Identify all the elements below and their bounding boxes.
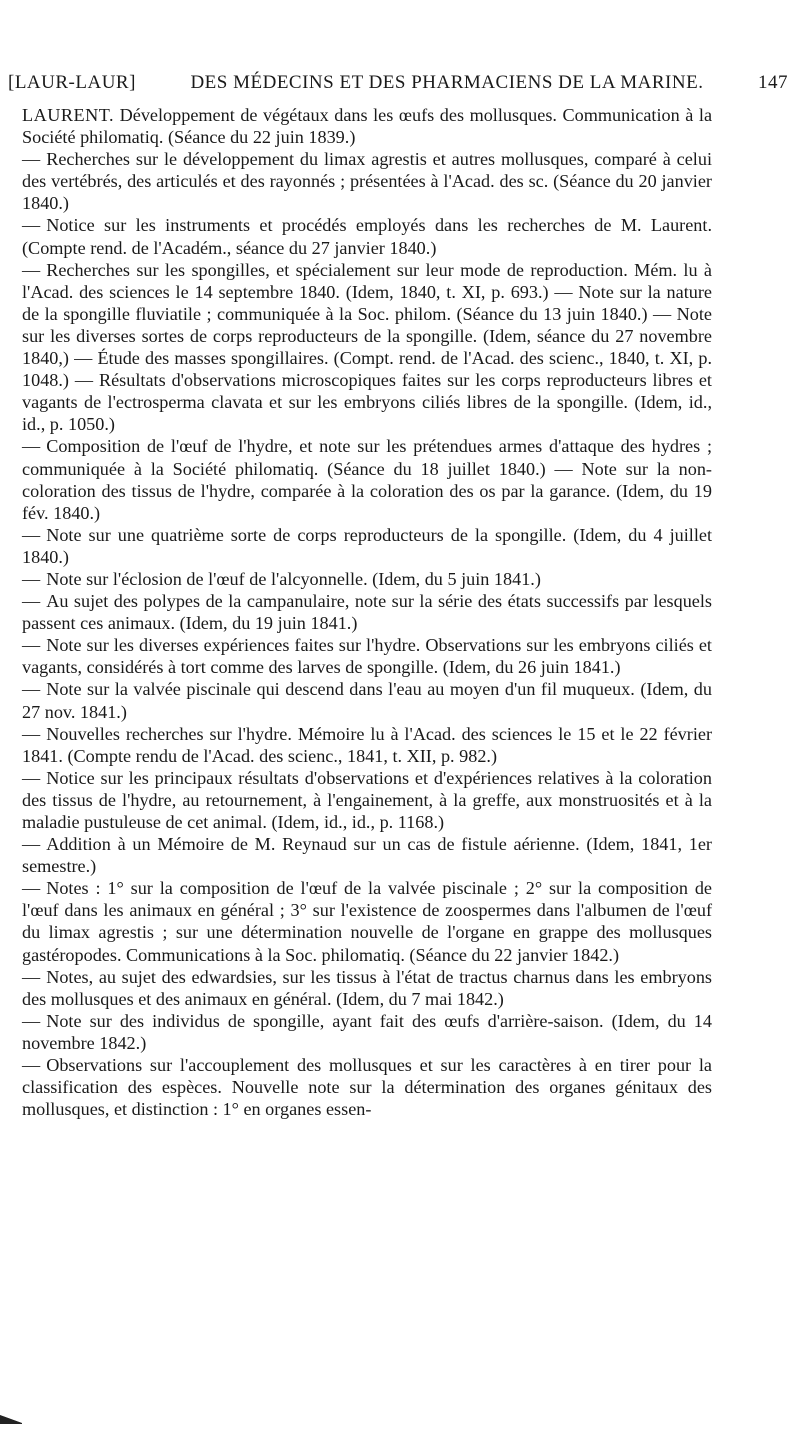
entry-text: Notice sur les principaux résultats d'observations et d'expériences relatives à la coloration des tissus de l'hydre, au retournement, à l'engainement, à la greffe, aux monstruosités et à la maladie pustuleuse de cet animal. (Idem, id., id., p. 1168.) [22,767,712,832]
entry-dash: — [22,635,41,656]
entry-4 [22,259,712,436]
entry-17 [22,1054,712,1120]
entry-5 [22,435,712,523]
entry-text: Addition à un Mémoire de M. Reynaud sur un cas de fistule aérienne. (Idem, 1841, 1er semestre.) [22,834,712,877]
entry-12 [22,767,712,833]
entry-text: Note sur la valvée piscinale qui descend dans l'eau au moyen d'un fil muqueux. (Idem, du 27 nov. 1841.) [22,679,712,722]
entry-text: Note sur l'éclosion de l'œuf de l'alcyonnelle. (Idem, du 5 juin 1841.) [46,568,541,589]
entry-text: Développement de végétaux dans les œufs des mollusques. Communication à la Société philomatiq. (Séance du 22 juin 1839.) [22,105,713,148]
entry-text: Note sur les diverses expériences faites sur l'hydre. Observations sur les embryons ciliés et vagants, considérés à tort comme des larves de spongille. (Idem, du 26 juin 1841.) [22,635,712,678]
bibliography-text [22,104,712,1120]
entry-dash: — [22,149,41,170]
entry-text: Notes, au sujet des edwardsies, sur les tissus à l'état de tractus charnus dans les embryons des mollusques et des animaux en général. (Idem, du 7 mai 1842.) [22,966,712,1009]
entry-text: Recherches sur les spongilles, et spécialement sur leur mode de reproduction. Mém. lu à l'Acad. des sciences le 14 septembre 1840. (Idem, 1840, t. XI, p. 693.) — Note sur la nature de la spongille fluviatile ; communiquée à la Soc. philom. (Séance du 13 juin 1840.) — Note sur les diverses sortes de corps reproducteurs de la spongille. (Idem, séance du 27 novembre 1840,) — Étude des masses spongillaires. (Compt. rend. de l'Acad. des scienc., 1840, t. XI, p. 1048.) — Résultats d'observations microscopiques faites sur les corps reproducteurs libres et vagants de l'ectrosperma clavata et sur les embryons ciliés libres de la spongille. (Idem, id., id., p. 1050.) [22,259,712,435]
header-left: [LAUR-LAUR] [8,72,136,93]
header-title: DES MÉDECINS ET DES PHARMACIENS DE LA MARINE. [190,72,704,93]
entry-dash: — [22,259,41,280]
entry-text: Note sur une quatrième sorte de corps reproducteurs de la spongille. (Idem, du 4 juillet 1840.) [22,524,712,567]
entry-dash: — [22,436,41,457]
entry-text: Nouvelles recherches sur l'hydre. Mémoire lu à l'Acad. des sciences le 15 et le 22 février 1841. (Compte rendu de l'Acad. des scienc., 1841, t. XII, p. 982.) [22,723,712,766]
entry-13 [22,833,712,877]
entry-dash: — [22,767,41,788]
scan-edge-mark [0,1410,22,1424]
entry-dash: — [22,834,41,855]
entry-dash: — [22,568,41,589]
entry-6 [22,524,712,568]
entry-2 [22,148,712,214]
entry-16 [22,1010,712,1054]
entry-11 [22,723,712,767]
entry-text: Composition de l'œuf de l'hydre, et note sur les prétendues armes d'attaque des hydres ; communiquée à la Société philomatiq. (Séance du 18 juillet 1840.) — Note sur la non-coloration des tissus de l'hydre, comparée à la coloration des os par la garance. (Idem, du 19 fév. 1840.) [22,436,712,523]
entry-text: Observations sur l'accouplement des mollusques et sur les caractères à en tirer pour la classification des espèces. Nouvelle note sur la détermination des organes génitaux des mollusques, et distinction : 1° en organes essen- [22,1055,712,1120]
entry-7 [22,568,712,590]
entry-text: Recherches sur le développement du limax agrestis et autres mollusques, comparé à celui des vertébrés, des articulés et des rayonnés ; présentées à l'Acad. des sc. (Séance du 20 janvier 1840.) [22,149,712,214]
entry-text: Notes : 1° sur la composition de l'œuf de la valvée piscinale ; 2° sur la composition de l'œuf dans les animaux en général ; 3° sur l'existence de zoospermes dans l'albumen de l'œuf du limax agrestis ; sur une détermination nouvelle de l'organe en grappe des mollusques gastéropodes. Communications à la Soc. philomatiq. (Séance du 22 janvier 1842.) [22,878,712,965]
entry-dash: — [22,1010,41,1031]
entry-9 [22,634,712,678]
entry-14 [22,877,712,965]
entry-3 [22,214,712,258]
entry-1 [22,104,712,148]
entry-dash: — [22,591,41,612]
entry-8 [22,590,712,634]
entry-10 [22,678,712,722]
entry-dash: — [22,679,41,700]
entry-dash: — [22,215,41,236]
entry-dash: — [22,524,41,545]
entry-dash: — [22,878,41,899]
running-header [8,72,788,94]
entry-text: Notice sur les instruments et procédés employés dans les recherches de M. Laurent. (Compte rend. de l'Académ., séance du 27 janvier 1840.) [22,215,712,258]
entry-dash: — [22,1055,41,1076]
entry-dash: — [22,723,41,744]
entry-text: Au sujet des polypes de la campanulaire, note sur la série des états successifs par lesquels passent ces animaux. (Idem, du 19 juin 1841.) [22,591,712,634]
entry-15 [22,966,712,1010]
entry-dash: — [22,966,41,987]
entry-lead: LAURENT. [22,105,115,125]
entry-text: Note sur des individus de spongille, ayant fait des œufs d'arrière-saison. (Idem, du 14 novembre 1842.) [22,1010,712,1053]
page-number: 147 [757,72,788,93]
